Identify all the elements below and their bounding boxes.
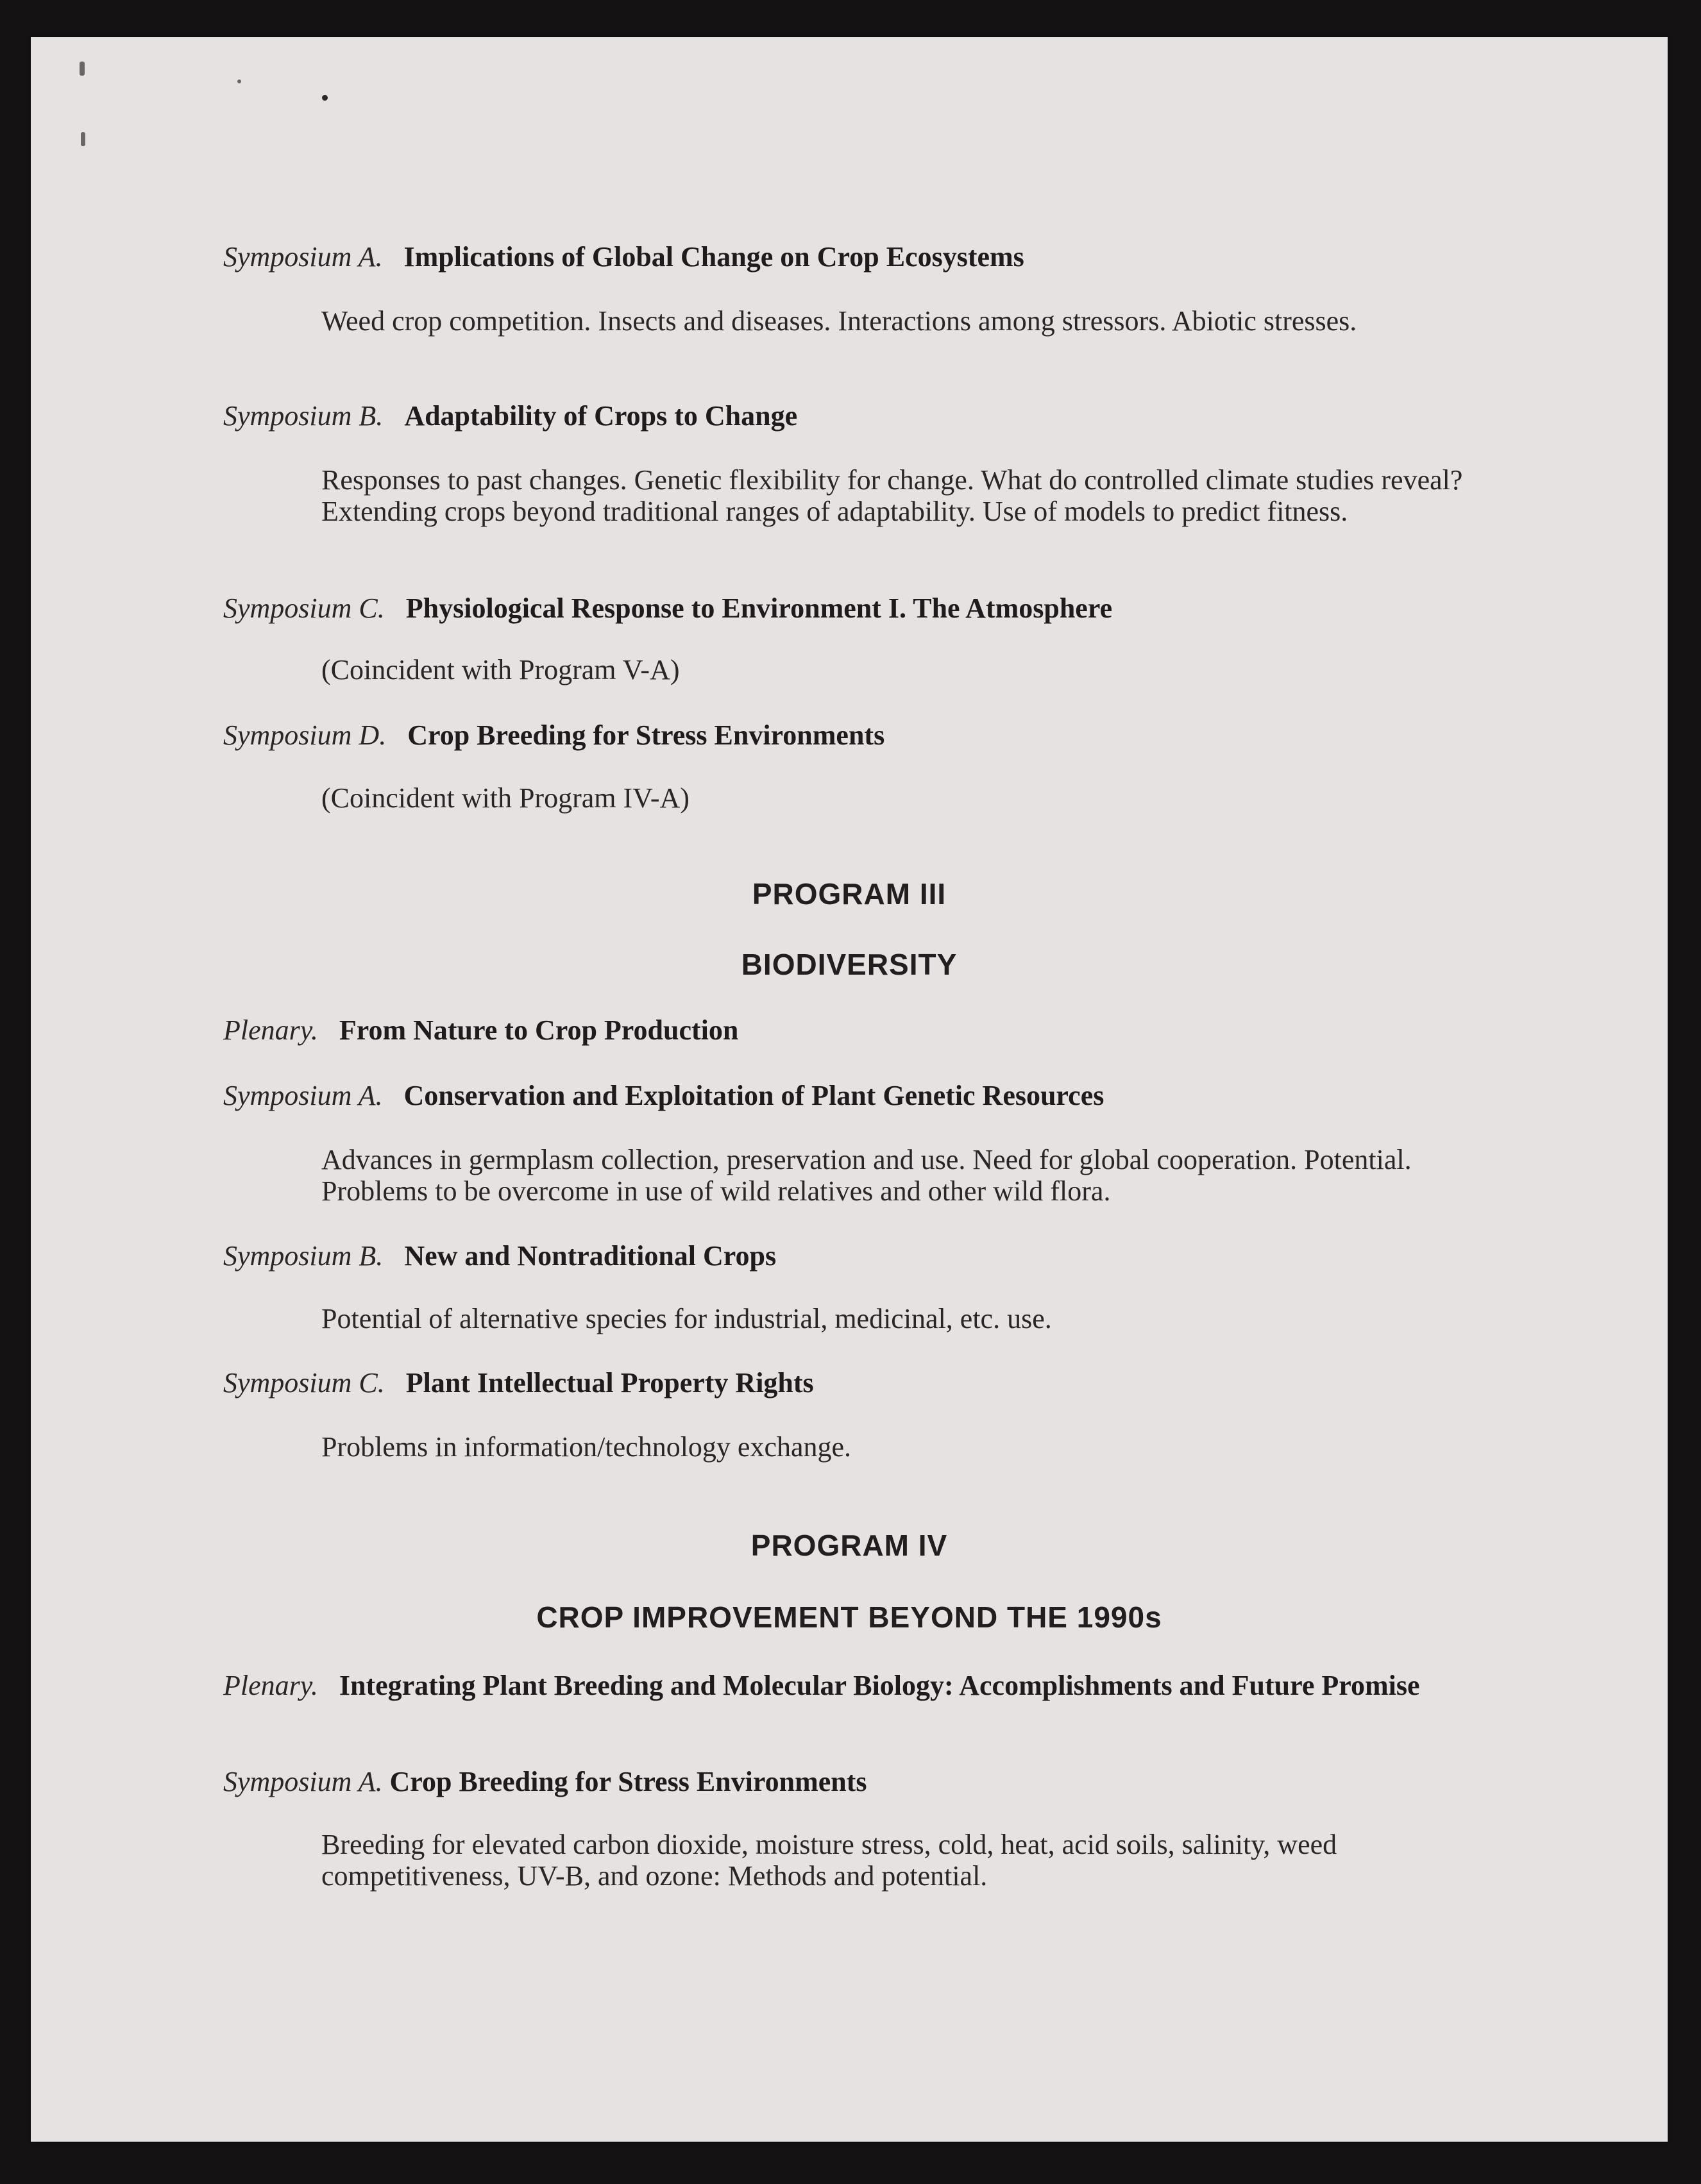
plenary-title: Integrating Plant Breeding and Molecular Biology: Accomplishments and Future Promise — [339, 1670, 1420, 1701]
symposium-entry — [223, 1766, 1570, 1798]
symposium-title: Conservation and Exploitation of Plant Genetic Resources — [403, 1080, 1104, 1111]
symposium-title: Physiological Response to Environment I. The Atmosphere — [405, 592, 1113, 624]
symposium-label: Symposium A. — [223, 1766, 383, 1797]
symposium-title: Crop Breeding for Stress Environments — [389, 1766, 867, 1797]
symposium-label: Symposium A. — [223, 241, 383, 273]
program-heading: PROGRAM IV — [750, 1529, 948, 1562]
symposium-title: Implications of Global Change on Crop Ecosystems — [403, 241, 1024, 273]
symposium-label: Symposium A. — [223, 1080, 383, 1111]
plenary-title: From Nature to Crop Production — [339, 1014, 739, 1046]
symposium-label: Symposium C. — [223, 1367, 385, 1399]
symposium-description: Breeding for elevated carbon dioxide, moisture stress, cold, heat, acid soils, salinity, weed competitiveness, UV-B, and ozone: Methods and potential. — [321, 1829, 1337, 1892]
symposium-description: Advances in germplasm collection, preservation and use. Need for global cooperation. Potential. Problems to be overcome in use of wild relatives and other wild flora. — [321, 1144, 1412, 1207]
paper-speck — [80, 62, 85, 76]
plenary-entry — [223, 1670, 1570, 1702]
paper-speck — [322, 95, 328, 101]
program-subheading: BIODIVERSITY — [741, 948, 958, 981]
symposium-description: Potential of alternative species for industrial, medicinal, etc. use. — [321, 1303, 1052, 1334]
symposium-entry — [223, 1240, 1570, 1272]
document-page — [31, 37, 1668, 2142]
symposium-entry — [223, 241, 1570, 273]
symposium-title: Plant Intellectual Property Rights — [405, 1367, 814, 1399]
paper-speck — [81, 132, 85, 146]
symposium-description: Problems in information/technology exchange. — [321, 1431, 852, 1463]
program-subheading: CROP IMPROVEMENT BEYOND THE 1990s — [536, 1600, 1162, 1634]
symposium-entry — [223, 400, 1570, 432]
symposium-entry — [223, 719, 1570, 752]
symposium-description: (Coincident with Program IV-A) — [321, 782, 690, 814]
symposium-label: Symposium B. — [223, 400, 384, 432]
symposium-entry — [223, 592, 1570, 625]
plenary-label: Plenary. — [223, 1670, 318, 1701]
symposium-label: Symposium D. — [223, 719, 387, 751]
symposium-entry — [223, 1080, 1570, 1112]
symposium-title: Crop Breeding for Stress Environments — [407, 719, 885, 751]
plenary-entry — [223, 1014, 1570, 1046]
symposium-description: (Coincident with Program V-A) — [321, 654, 680, 685]
symposium-title: New and Nontraditional Crops — [404, 1240, 777, 1272]
symposium-label: Symposium C. — [223, 592, 385, 624]
symposium-title: Adaptability of Crops to Change — [404, 400, 798, 432]
program-heading: PROGRAM III — [752, 877, 947, 911]
symposium-description: Responses to past changes. Genetic flexibility for change. What do controlled climate studies reveal? Extending crops beyond traditional ranges of adaptability. Use of models to predict fitness. — [321, 464, 1463, 527]
symposium-label: Symposium B. — [223, 1240, 384, 1272]
plenary-label: Plenary. — [223, 1014, 318, 1046]
symposium-description: Weed crop competition. Insects and diseases. Interactions among stressors. Abiotic stresses. — [321, 305, 1357, 337]
symposium-entry — [223, 1367, 1570, 1399]
paper-speck — [237, 80, 241, 83]
